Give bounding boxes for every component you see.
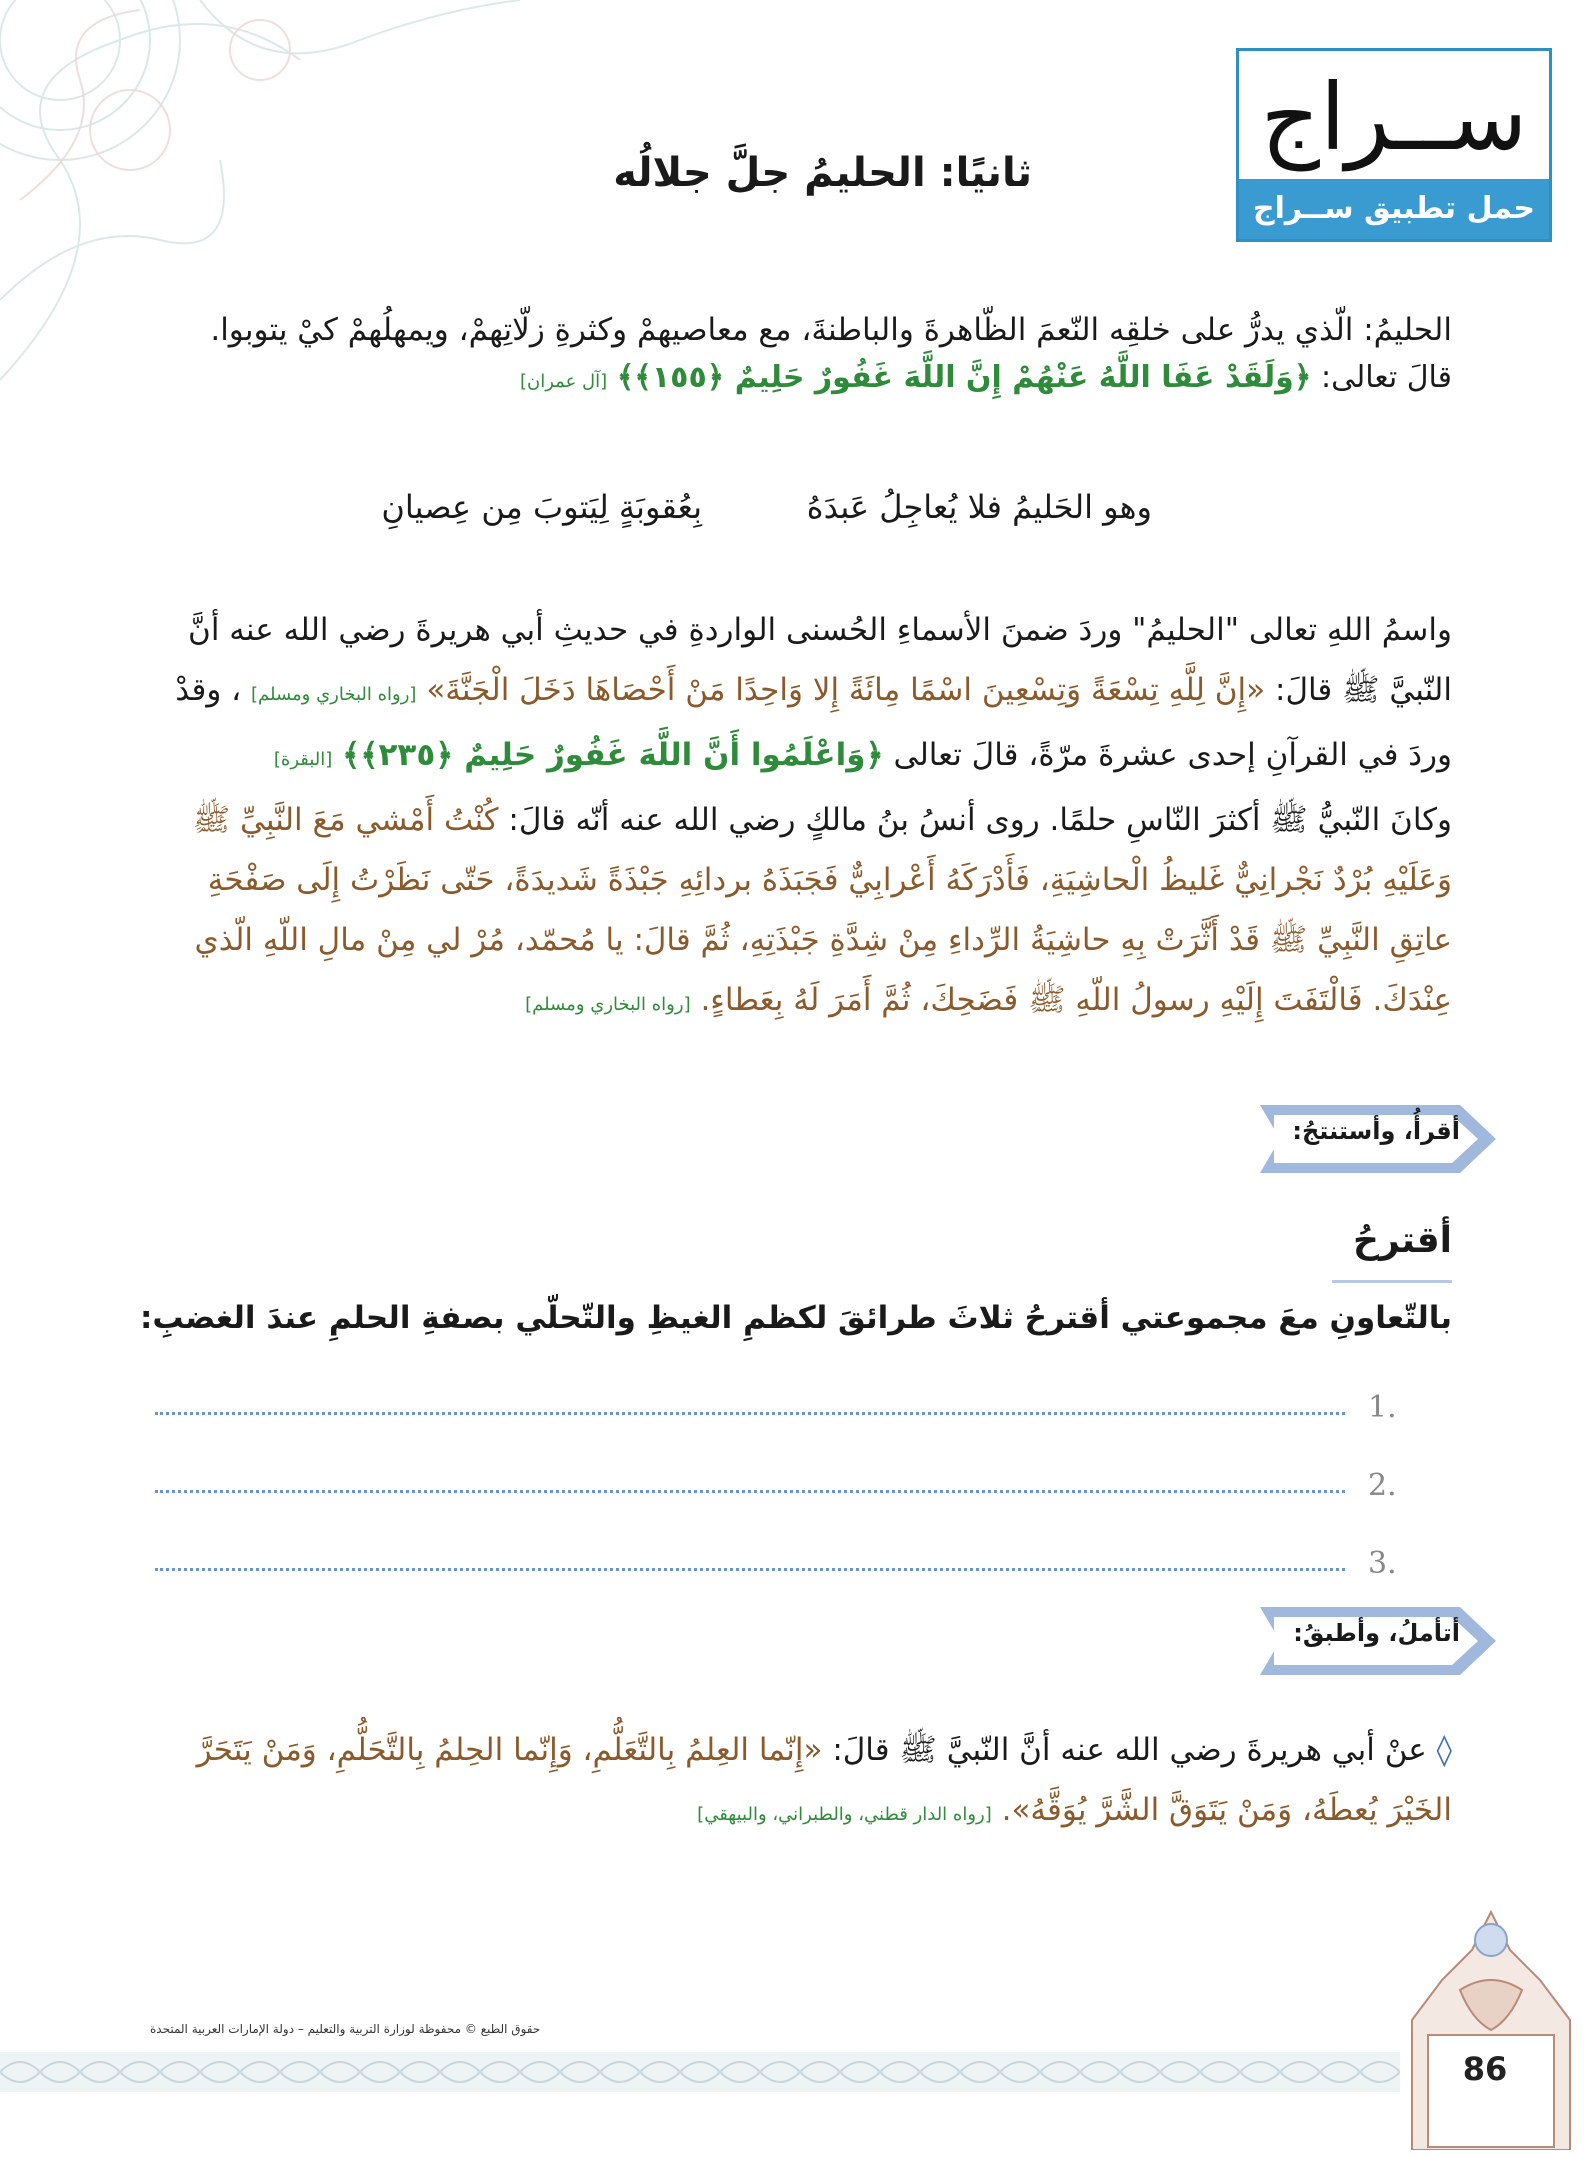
poem-first-hemistich: وهو الحَليمُ فلا يُعاجِلُ عَبدَهُ [806, 488, 1152, 526]
verse-line [150, 360, 1452, 395]
page-badge-ornament [1400, 1910, 1582, 2150]
read-deduce-ribbon [1260, 1095, 1500, 1183]
app-logo [1236, 48, 1552, 242]
quran-verse-2: ﴿وَاعْلَمُوا أَنَّ اللَّهَ غَفُورٌ حَلِيمٌ ﴿٢٣٥﴾﴾ [342, 737, 884, 773]
story-text: كُنْتُ أَمْشي مَعَ النَّبِيِّ ﷺ وَعَلَيْهِ بُرْدٌ نَجْرانِيٌّ غَليظُ الْحاشِيَةِ، فَأَدْرَكَهُ أَعْرابِيٌّ فَجَبَذَهُ بردائِهِ جَبْذَةً شَديدَةً، حَتّى نَظَرْتُ إِلَى صَفْحَةِ عاتِقِ النَّبِيِّ ﷺ قَدْ أَثَّرَتْ بِهِ حاشِيَةُ الرِّداءِ مِنْ شِدَّةِ جَبْذَتِهِ، ثُمَّ قالَ: يا مُحمّد، مُرْ لي مِنْ مالِ اللّهِ الّذي عِنْدَكَ. فَالْتَفَتَ إِلَيْهِ رسولُ اللّهِ ﷺ فَضَحِكَ، ثُمَّ أَمَرَ لَهُ بِعَطاءٍ. [192, 802, 1452, 1018]
hadith-text: «إِنَّ لِلَّهِ تِسْعَةً وَتِسْعِينَ اسْمًا مِائَةً إِلا وَاحِدًا مَنْ أَحْصَاهَا دَخَلَ الْجَنَّةَ» [426, 672, 1266, 708]
hadith-reference: [رواه البخاري ومسلم] [251, 684, 417, 705]
propose-heading: أقترحُ [1353, 1220, 1452, 1261]
copyright-note: حقوق الطبع © محفوظة لوزارة التربية والتعليم – دولة الإمارات العربية المتحدة [150, 2022, 541, 2036]
ribbon-label: أقرأُ، وأستنتجُ: [1292, 1117, 1460, 1145]
names-paragraph [150, 600, 1452, 1035]
definition-paragraph: الحليمُ: الّذي يدرُّ على خلقِه النّعمَ الظّاهرةَ والباطنةَ، مع معاصيهمْ وكثرةِ زلّاتِهمْ، ويمهلُهمْ كيْ يتوبوا. [210, 312, 1452, 348]
names-lead: واسمُ اللهِ تعالى "الحليمُ" وردَ ضمنَ الأسماءِ الحُسنى الواردةِ في حديثِ أبي هريرةَ رضي الله عنه أنَّ النّبيَّ ﷺ قالَ: [188, 612, 1452, 708]
hadith2-reference: [رواه الدار قطني، والطبراني، والبيهقي] [697, 1804, 992, 1825]
story-reference: [رواه البخاري ومسلم] [525, 994, 691, 1015]
verse2-reference: [البقرة] [273, 749, 333, 770]
answer-number-3: 3. [1368, 1546, 1397, 1581]
verse-reference: [آل عمران] [519, 371, 608, 392]
logo-tagline: حمل تطبيق ســراج [1239, 179, 1549, 239]
propose-instruction: بالتّعاونِ معَ مجموعتي أقترحُ ثلاثَ طرائقَ لكظمِ الغيظِ والتّحلّي بصفةِ الحلمِ عندَ الغضبِ: [140, 1300, 1452, 1336]
answer-line-1[interactable] [155, 1412, 1345, 1415]
heading-underline [1332, 1280, 1452, 1283]
ribbon-label: أتأملُ، وأطبقُ: [1293, 1619, 1460, 1647]
logo-word: ســراج [1260, 64, 1528, 171]
verse-intro: قالَ تعالى: [1320, 360, 1452, 395]
page-number: 86 [1462, 2050, 1508, 2088]
poem-second-hemistich: بِعُقوبَةٍ لِيَتوبَ مِن عِصيانِ [381, 488, 702, 526]
quran-count-text: ، وقدْ وردَ في القرآنِ إحدى عشرةَ مرّةً، قالَ تعالى [175, 672, 1452, 773]
quran-verse: ﴿وَلَقَدْ عَفَا اللَّهُ عَنْهُمْ إِنَّ اللَّهَ غَفُورٌ حَلِيمٌ ﴿١٥٥﴾﴾ [616, 360, 1312, 395]
story-lead: وكانَ النّبيُّ ﷺ أكثرَ النّاسِ حلمًا. روى أنسُ بنُ مالكٍ رضي الله عنه أنّه قالَ: [508, 802, 1452, 838]
footer-ornament-band [0, 2052, 1400, 2092]
answer-line-2[interactable] [155, 1490, 1345, 1493]
bullet-icon: ◊ [1436, 1732, 1452, 1768]
hadith-paragraph [150, 1720, 1452, 1845]
section-title: ثانيًا: الحليمُ جلَّ جلالُه [613, 150, 1032, 196]
hadith2-lead: عنْ أبي هريرةَ رضي الله عنه أنَّ النّبيَّ ﷺ قالَ: [832, 1732, 1427, 1768]
reflect-apply-ribbon [1260, 1597, 1500, 1685]
answer-number-2: 2. [1368, 1468, 1397, 1503]
answer-line-3[interactable] [155, 1568, 1345, 1571]
answer-number-1: 1. [1368, 1390, 1397, 1425]
hadith2-text: «إِنّما العِلمُ بِالتَّعَلُّمِ، وَإِنّما الحِلمُ بِالتَّحَلُّمِ، وَمَنْ يَتَحَرَّ الخَيْرَ يُعطَهُ، وَمَنْ يَتَوَقَّ الشَّرَّ يُوَقَّهُ». [196, 1732, 1452, 1828]
